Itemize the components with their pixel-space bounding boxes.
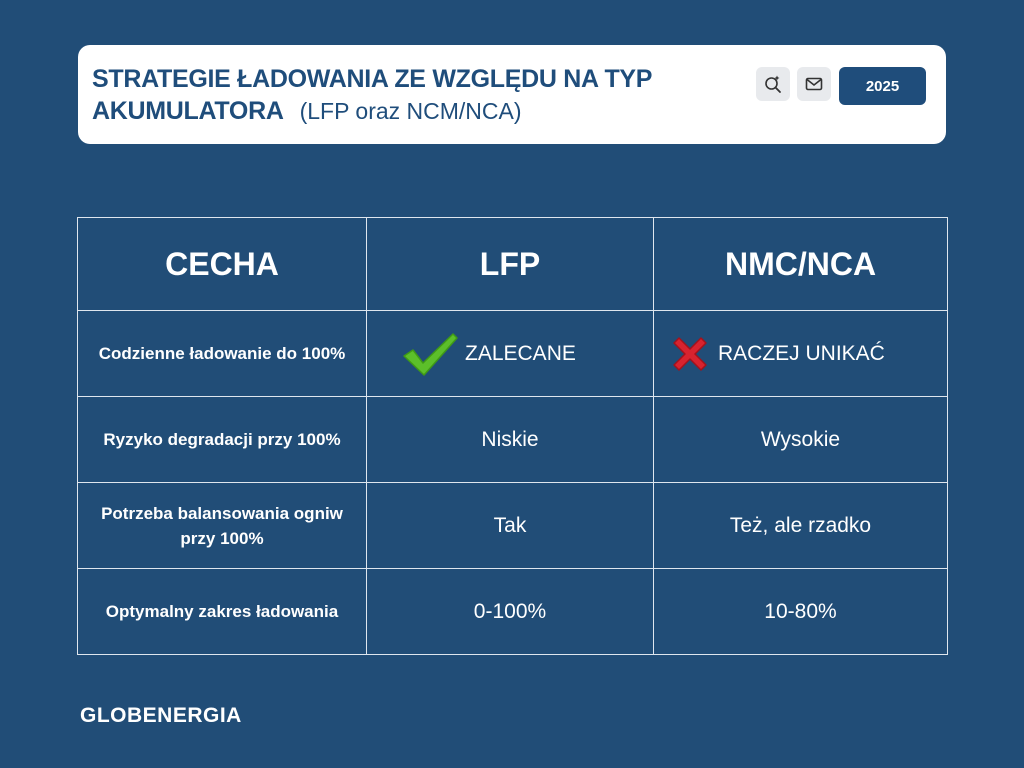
lfp-value: ZALECANE: [465, 341, 576, 365]
title-line-2: AKUMULATORA: [92, 97, 284, 125]
feature-cell: Optymalny zakres ładowania: [78, 569, 367, 655]
nmc-cell: [654, 311, 948, 397]
nmc-value: Też, ale rzadko: [654, 483, 948, 569]
cross-icon: [668, 332, 712, 376]
table-header-row: [78, 218, 948, 311]
table-row: [78, 483, 948, 569]
lfp-value: Niskie: [367, 397, 654, 483]
search-sparkle-button[interactable]: [756, 67, 790, 101]
year-badge: 2025: [839, 67, 926, 105]
header-card: [78, 45, 946, 144]
mail-button[interactable]: [797, 67, 831, 101]
column-header-nmc: NMC/NCA: [654, 218, 948, 311]
lfp-value: Tak: [367, 483, 654, 569]
lfp-value: 0-100%: [367, 569, 654, 655]
brand-logo: GLOBENERGIA: [80, 704, 242, 727]
feature-cell: Ryzyko degradacji przy 100%: [78, 397, 367, 483]
feature-cell: Codzienne ładowanie do 100%: [78, 311, 367, 397]
page-title: [92, 63, 732, 127]
nmc-value: RACZEJ UNIKAĆ: [718, 341, 885, 365]
column-header-feature: CECHA: [78, 218, 367, 311]
nmc-value: Wysokie: [654, 397, 948, 483]
page-subtitle: (LFP oraz NCM/NCA): [299, 98, 522, 124]
table-row: [78, 569, 948, 655]
feature-cell: Potrzeba balansowania ogniw przy 100%: [78, 483, 367, 569]
comparison-table: [77, 217, 948, 655]
title-line-1: STRATEGIE ŁADOWANIA ZE WZGLĘDU NA TYP: [92, 65, 653, 93]
table-row: [78, 397, 948, 483]
lfp-cell: [367, 311, 654, 397]
column-header-lfp: LFP: [367, 218, 654, 311]
check-icon: [401, 330, 459, 378]
mail-icon: [804, 74, 824, 94]
table-row: [78, 311, 948, 397]
nmc-value: 10-80%: [654, 569, 948, 655]
search-sparkle-icon: [763, 74, 783, 94]
